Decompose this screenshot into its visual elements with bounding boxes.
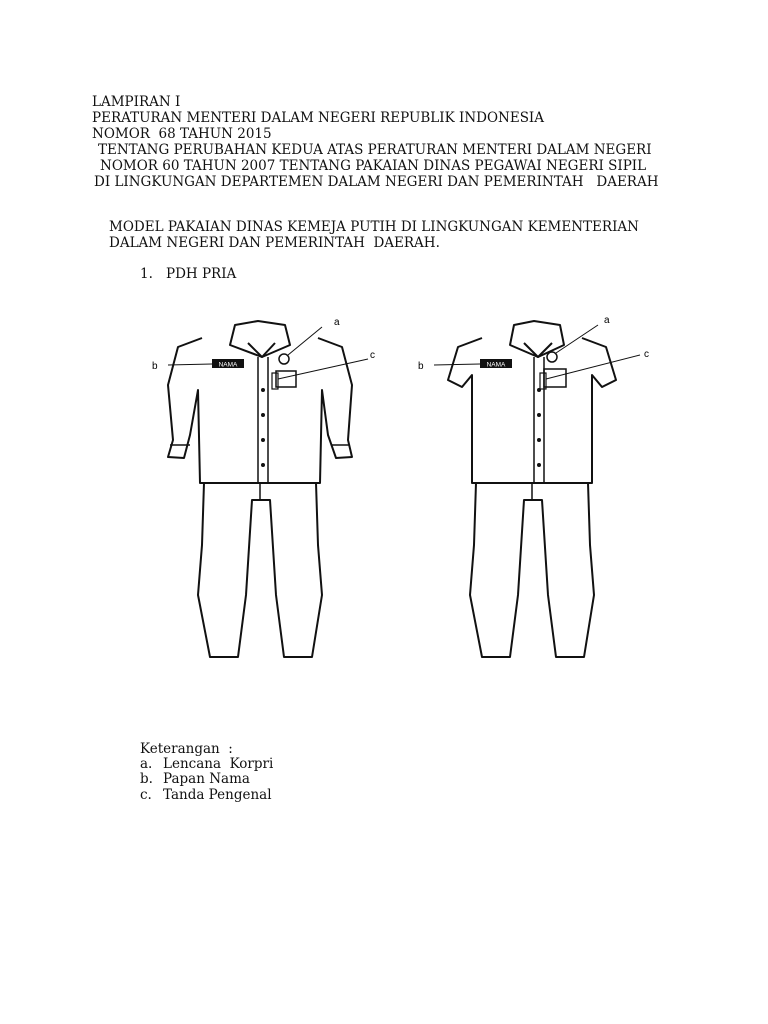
- legend-text-a: Lencana Korpri: [163, 756, 274, 772]
- legend-text-c: Tanda Pengenal: [163, 787, 272, 803]
- label-c: c: [370, 350, 375, 361]
- header-line-2: PERATURAN MENTERI DALAM NEGERI REPUBLIK INDONESIA: [92, 110, 545, 126]
- model-line-1: MODEL PAKAIAN DINAS KEMEJA PUTIH DI LINGKUNGAN KEMENTERIAN: [109, 219, 639, 235]
- nameplate-text: NAMA: [486, 361, 506, 369]
- label-a: a: [334, 317, 340, 328]
- legend-title: Keterangan :: [140, 741, 233, 757]
- section-number: 1.: [140, 266, 153, 282]
- label-c: c: [644, 349, 649, 360]
- model-line-2: DALAM NEGERI DAN PEMERINTAH DAERAH.: [109, 235, 440, 251]
- nameplate-text: NAMA: [218, 361, 238, 369]
- label-b: b: [418, 361, 424, 372]
- legend-letter-b: b.: [140, 771, 153, 787]
- uniform-long-sleeve-figure: [140, 305, 380, 675]
- korpri-badge: [547, 352, 557, 362]
- header-line-3: NOMOR 68 TAHUN 2015: [92, 126, 272, 142]
- section-title: PDH PRIA: [166, 266, 237, 282]
- legend-text-b: Papan Nama: [163, 771, 250, 787]
- legend-letter-c: c.: [140, 787, 152, 803]
- id-card: [544, 369, 566, 387]
- header-line-1: LAMPIRAN I: [92, 94, 181, 110]
- header-line-4: TENTANG PERUBAHAN KEDUA ATAS PERATURAN MENTERI DALAM NEGERI: [98, 142, 652, 158]
- header-line-6: DI LINGKUNGAN DEPARTEMEN DALAM NEGERI DAN PEMERINTAH DAERAH: [94, 174, 659, 190]
- label-b: b: [152, 361, 158, 372]
- label-a: a: [604, 315, 610, 326]
- legend-letter-a: a.: [140, 756, 153, 772]
- uniform-short-sleeve-figure: [412, 305, 662, 675]
- korpri-badge: [279, 354, 289, 364]
- header-line-5: NOMOR 60 TAHUN 2007 TENTANG PAKAIAN DINAS PEGAWAI NEGERI SIPIL: [100, 158, 647, 174]
